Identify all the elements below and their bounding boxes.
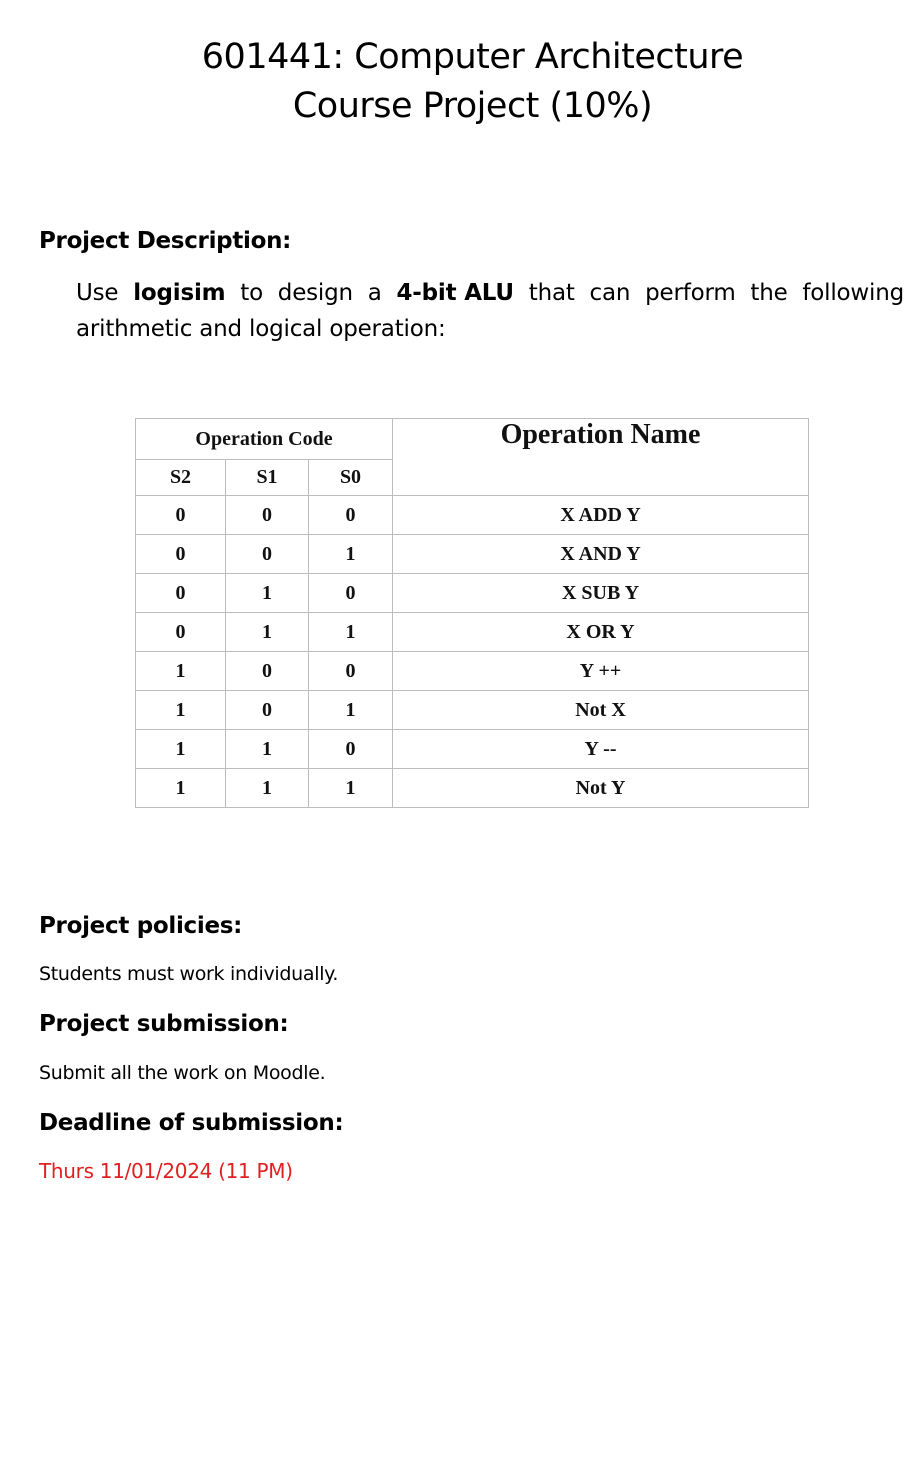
cell-s0: 1 xyxy=(309,691,393,730)
word-can: can xyxy=(589,280,631,306)
table-row xyxy=(136,652,809,691)
word-the: the xyxy=(750,280,788,306)
submission-text: Submit all the work on Moodle. xyxy=(39,1062,326,1084)
policies-text: Students must work individually. xyxy=(39,963,339,985)
word-logisim: logisim xyxy=(133,280,226,306)
cell-operation-name: X AND Y xyxy=(393,535,809,574)
cell-s1: 0 xyxy=(226,496,309,535)
word-use: Use xyxy=(76,280,119,306)
operation-name-header: Operation Name xyxy=(393,419,809,496)
cell-s2: 0 xyxy=(136,574,226,613)
table-row xyxy=(136,496,809,535)
cell-operation-name: Y ++ xyxy=(393,652,809,691)
policies-heading: Project policies: xyxy=(39,913,243,939)
cell-s2: 0 xyxy=(136,535,226,574)
cell-operation-name: Not X xyxy=(393,691,809,730)
cell-operation-name: Y -- xyxy=(393,730,809,769)
cell-s0: 1 xyxy=(309,535,393,574)
cell-s2: 1 xyxy=(136,691,226,730)
operation-table xyxy=(135,418,809,808)
col-s1-header: S1 xyxy=(226,460,309,496)
word-to: to xyxy=(240,280,263,306)
word-4bit-alu: 4-bit ALU xyxy=(396,280,514,306)
cell-s0: 0 xyxy=(309,496,393,535)
deadline-date: Thurs 11/01/2024 (11 PM) xyxy=(39,1159,293,1183)
table-row xyxy=(136,691,809,730)
word-design: design xyxy=(277,280,353,306)
cell-s2: 1 xyxy=(136,730,226,769)
cell-operation-name: X OR Y xyxy=(393,613,809,652)
cell-operation-name: X SUB Y xyxy=(393,574,809,613)
col-s0-header: S0 xyxy=(309,460,393,496)
description-heading: Project Description: xyxy=(39,228,292,254)
document-subtitle: Course Project (10%) xyxy=(292,86,653,126)
deadline-heading: Deadline of submission: xyxy=(39,1110,344,1136)
cell-operation-name: X ADD Y xyxy=(393,496,809,535)
cell-s2: 0 xyxy=(136,496,226,535)
cell-operation-name: Not Y xyxy=(393,769,809,808)
description-line-1 xyxy=(76,275,904,311)
table-row xyxy=(136,613,809,652)
cell-s1: 0 xyxy=(226,652,309,691)
word-perform: perform xyxy=(645,280,736,306)
col-s2-header: S2 xyxy=(136,460,226,496)
table-row xyxy=(136,730,809,769)
cell-s2: 1 xyxy=(136,652,226,691)
table-row xyxy=(136,535,809,574)
cell-s2: 1 xyxy=(136,769,226,808)
cell-s1: 1 xyxy=(226,574,309,613)
cell-s2: 0 xyxy=(136,613,226,652)
cell-s0: 0 xyxy=(309,652,393,691)
cell-s0: 0 xyxy=(309,730,393,769)
table-row xyxy=(136,574,809,613)
cell-s0: 1 xyxy=(309,613,393,652)
cell-s0: 1 xyxy=(309,769,393,808)
cell-s1: 1 xyxy=(226,613,309,652)
cell-s0: 0 xyxy=(309,574,393,613)
cell-s1: 1 xyxy=(226,730,309,769)
submission-heading: Project submission: xyxy=(39,1011,289,1037)
cell-s1: 1 xyxy=(226,769,309,808)
word-that: that xyxy=(528,280,575,306)
word-a: a xyxy=(367,280,382,306)
operation-code-header: Operation Code xyxy=(136,419,393,460)
document-title: 601441: Computer Architecture xyxy=(201,37,744,77)
description-line-2: arithmetic and logical operation: xyxy=(76,316,446,342)
description-paragraph xyxy=(76,275,904,347)
cell-s1: 0 xyxy=(226,691,309,730)
word-following: following xyxy=(802,280,904,306)
cell-s1: 0 xyxy=(226,535,309,574)
table-row xyxy=(136,769,809,808)
